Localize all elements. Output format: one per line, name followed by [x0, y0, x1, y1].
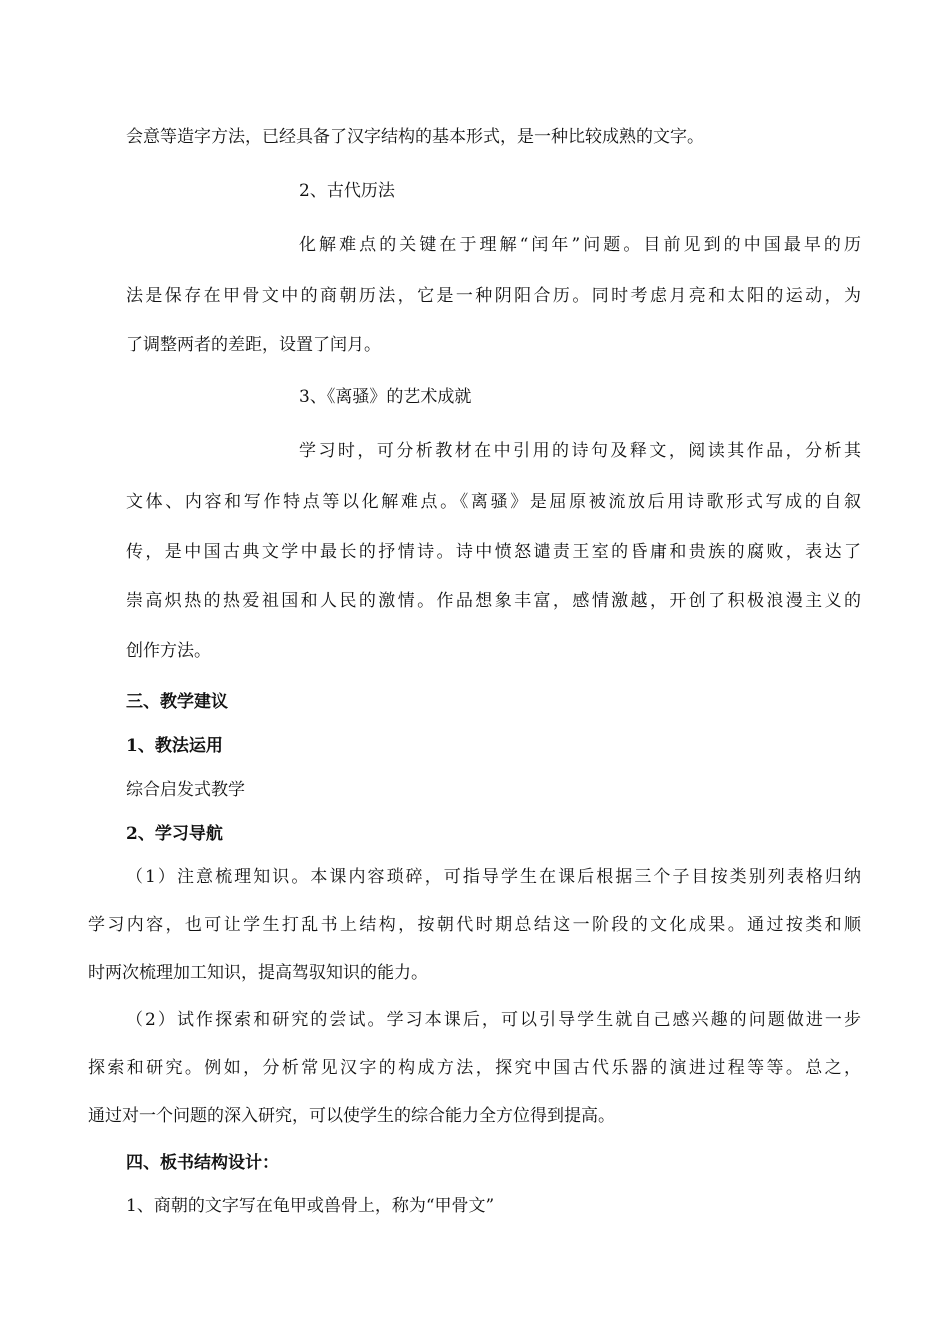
section-heading-teaching-suggestions: 三、教学建议 — [126, 692, 228, 712]
paragraph-line-17: 1、商朝的文字写在龟甲或兽骨上，称为“甲骨文” — [126, 1196, 495, 1216]
paragraph-line-9: 创作方法。 — [126, 641, 211, 661]
paragraph-line-7: 传，是中国古典文学中最长的抒情诗。诗中愤怒谴责王室的昏庸和贵族的腐败，表达了 — [126, 542, 861, 562]
paragraph-line-4: 了调整两者的差距，设置了闰月。 — [126, 335, 381, 355]
paragraph-line-5: 学习时，可分析教材在中引用的诗句及释文，阅读其作品，分析其 — [299, 441, 861, 461]
section-heading-blackboard-design: 四、板书结构设计： — [126, 1153, 279, 1173]
paragraph-line-2: 化解难点的关键在于理解“闰年”问题。目前见到的中国最早的历 — [299, 235, 861, 255]
subsection-heading-calendar: 2、古代历法 — [299, 181, 395, 201]
paragraph-line-1: 会意等造字方法，已经具备了汉字结构的基本形式，是一种比较成熟的文字。 — [126, 127, 704, 147]
paragraph-line-16: 通过对一个问题的深入研究，可以使学生的综合能力全方位得到提高。 — [88, 1106, 615, 1126]
paragraph-line-3: 法是保存在甲骨文中的商朝历法，它是一种阴阳合历。同时考虑月亮和太阳的运动，为 — [126, 286, 861, 306]
subsection-heading-lisao: 3、《离骚》的艺术成就 — [299, 387, 472, 407]
paragraph-line-8: 崇高炽热的热爱祖国和人民的激情。作品想象丰富，感情激越，开创了积极浪漫主义的 — [126, 591, 861, 611]
paragraph-line-14: （2）试作探索和研究的尝试。学习本课后，可以引导学生就自己感兴趣的问题做进一步 — [126, 1010, 861, 1030]
subsection-heading-teaching-method: 1、教法运用 — [126, 736, 223, 756]
paragraph-line-10: 综合启发式教学 — [126, 780, 245, 800]
paragraph-line-12: 学习内容，也可让学生打乱书上结构，按朝代时期总结这一阶段的文化成果。通过按类和顺 — [88, 915, 861, 935]
paragraph-line-11: （1）注意梳理知识。本课内容琐碎，可指导学生在课后根据三个子目按类别列表格归纳 — [126, 867, 861, 887]
paragraph-line-13: 时两次梳理加工知识，提高驾驭知识的能力。 — [88, 963, 428, 983]
paragraph-line-15: 探索和研究。例如，分析常见汉字的构成方法，探究中国古代乐器的演进过程等等。总之， — [88, 1058, 861, 1078]
subsection-heading-learning-guide: 2、学习导航 — [126, 824, 223, 844]
paragraph-line-6: 文体、内容和写作特点等以化解难点。《离骚》是屈原被流放后用诗歌形式写成的自叙 — [126, 492, 861, 512]
